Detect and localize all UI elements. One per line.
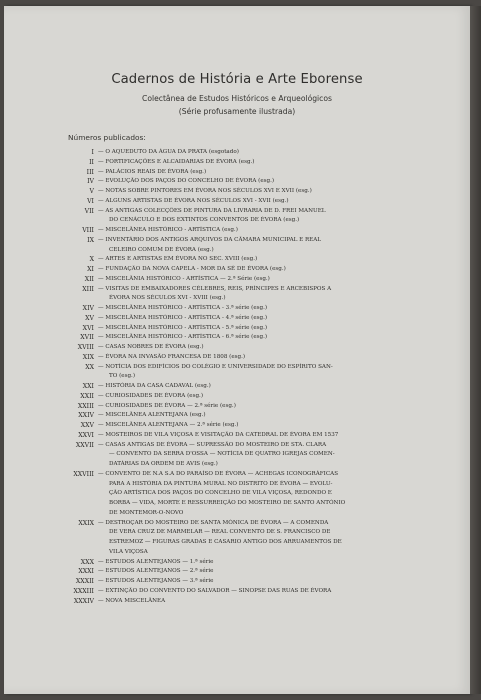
list-item <box>4 207 470 217</box>
page-title: Cadernos de História e Arte Eborense <box>111 72 363 87</box>
issue-title: — CONVENTO DA SERRA D'OSSA — NOTÍCIA DE QUATRO IGREJAS COMEN- <box>109 451 335 458</box>
issue-number: IV <box>87 178 94 186</box>
list-item <box>4 431 470 441</box>
issue-title: VILA VIÇOSA <box>109 548 148 555</box>
issue-number: XXXIII <box>73 587 94 595</box>
list-item <box>4 402 470 412</box>
issue-number: VIII <box>82 227 94 234</box>
issue-number: XX <box>85 363 94 371</box>
issue-title: — MISCELÂNEA HISTÓRICO - ARTÍSTICA - 6.ª série (esg.) <box>98 334 268 341</box>
published-label: Números publicados: <box>68 133 146 142</box>
list-item <box>4 363 470 373</box>
book-page <box>4 6 470 694</box>
issue-title: — MISCELÂNIA HISTÓRICO - ARTÍSTICA — 2.ª Série (esg.) <box>98 275 270 282</box>
issue-number: XXII <box>80 392 94 400</box>
issue-title: — CASAS NOBRES DE ÉVORA (esg.) <box>98 344 204 350</box>
list-item <box>4 421 470 431</box>
issue-title: DO CENÁCULO E DOS EXTINTOS CONVENTOS DE ÉVORA (esg.) <box>109 217 300 224</box>
issue-title: — HISTÓRIA DA CASA CADAVAL (esg.) <box>98 383 211 389</box>
issue-number: XXVI <box>78 431 94 439</box>
issue-number: XXXI <box>78 568 94 576</box>
list-item <box>4 177 470 187</box>
issue-number: XXXII <box>75 578 94 585</box>
issue-number: XXI <box>82 383 94 390</box>
issue-title: — ÉVORA NA INVASÃO FRANCESA DE 1808 (esg.) <box>98 353 246 360</box>
issue-number: XVIII <box>77 344 94 351</box>
list-item-continuation <box>4 246 470 256</box>
list-item <box>4 411 470 421</box>
list-item <box>4 168 470 178</box>
list-item-continuation <box>4 294 470 304</box>
issue-title: — ALGUNS ARTISTAS DE ÉVORA NOS SÉCULOS XVI - XVII (esg.) <box>98 197 289 204</box>
issue-number: XIV <box>82 305 94 312</box>
issue-number: XVII <box>80 334 94 342</box>
list-item-continuation <box>4 509 470 519</box>
issue-number: III <box>86 168 94 176</box>
list-item-continuation <box>4 372 470 382</box>
issue-title: ÇÃO ARTÍSTICA DOS PAÇOS DO CONCELHO DE VILA VIÇOSA, REDONDO E <box>109 490 332 497</box>
list-item <box>4 441 470 451</box>
issue-title: — CURIOSIDADES DE ÉVORA — 2.ª série (esg.) <box>98 402 236 409</box>
issue-title: — VISITAS DE EMBAIXADORES CÉLEBRES, REIS, PRÍNCIPES E ARCEBISPOS A <box>98 285 332 292</box>
issue-title: — AS ANTIGAS COLECÇÕES DE PINTURA DA LIVRARIA DE D. FREI MANUEL <box>98 207 326 214</box>
page-edge <box>470 6 481 694</box>
list-item <box>4 324 470 334</box>
issue-title: — ESTUDOS ALENTEJANOS — 3.ª série <box>98 578 214 584</box>
issue-number: XVI <box>82 324 94 332</box>
list-item <box>4 304 470 314</box>
issue-number: XXV <box>80 422 94 429</box>
list-item-continuation <box>4 499 470 509</box>
issue-number: X <box>89 256 94 264</box>
list-item-continuation <box>4 548 470 558</box>
issue-title: ESTREMOZ — FIGURAS GRADAS E CASARIO ANTIGO DOS ARRUAMENTOS DE <box>109 539 342 545</box>
issue-title: DE VERA CRUZ DE MARMELAR — REAL CONVENTO DE S. FRANCISCO DE <box>109 529 331 536</box>
issue-title: — O AQUEDUTO DA ÁGUA DA PRATA (esgotado) <box>98 149 239 155</box>
list-item <box>4 265 470 275</box>
issue-title: — EXTINÇÃO DO CONVENTO DO SALVADOR — SINOPSE DAS RUAS DE ÉVORA <box>98 587 332 594</box>
issue-title: TO (esg.) <box>109 373 135 380</box>
list-item <box>4 197 470 207</box>
issue-title: — MISCELÂNEA HISTÓRICO - ARTÍSTICA - 3.ª série (esg.) <box>98 305 268 311</box>
issue-title: — NOTAS SOBRE PINTORES EM ÉVORA NOS SÉCULOS XVI E XVII (esg.) <box>98 188 312 194</box>
list-item <box>4 382 470 392</box>
list-item-continuation <box>4 216 470 226</box>
issue-title: — MISCELÂNEA HISTÓRICO - ARTÍSTICA - 4.ª série (esg.) <box>98 314 268 321</box>
list-item-continuation <box>4 538 470 548</box>
list-item-continuation <box>4 480 470 490</box>
issue-number: XXX <box>80 558 94 566</box>
issue-number: XIX <box>82 353 94 361</box>
issue-number: II <box>89 158 94 166</box>
issue-title: — NOTÍCIA DOS EDIFÍCIOS DO COLÉGIO E UNIVERSIDADE DO ESPÍRITO SAN- <box>98 363 333 370</box>
issue-title: — MISCELÂNEA HISTÓRICO - ARTÍSTICA - 5.ª série (esg.) <box>98 324 268 331</box>
issue-number: XV <box>85 314 94 322</box>
list-item <box>4 255 470 265</box>
issue-number: IX <box>87 236 94 244</box>
issue-title: — INVENTÁRIO DOS ANTIGOS ARQUIVOS DA CÂMARA MUNICIPAL E REAL <box>98 236 322 243</box>
issue-title: — MISCELÂNEA ALENTEJANA (esg.) <box>98 412 206 419</box>
issue-number: XXIX <box>78 519 94 527</box>
list-item-continuation <box>4 528 470 538</box>
issue-title: — MOSTEIROS DE VILA VIÇOSA E VISITAÇÃO DA CATEDRAL DE ÉVORA EM 1537 <box>98 431 339 438</box>
list-item-continuation <box>4 489 470 499</box>
issue-number: XIII <box>82 285 94 293</box>
page-subtitle-note: (Série profusamente ilustrada) <box>178 107 296 116</box>
list-item <box>4 285 470 295</box>
issue-title: — NOVA MISCELÂNEA <box>98 597 166 604</box>
issue-number: V <box>89 188 94 195</box>
issue-title: — MISCELÂNEA HISTÓRICO - ARTÍSTICA (esg.) <box>98 227 238 233</box>
list-item <box>4 275 470 285</box>
issue-number: XXVIII <box>73 470 94 478</box>
issue-title: — PALÁCIOS REAIS DE ÉVORA (esg.) <box>98 168 207 175</box>
list-item <box>4 392 470 402</box>
issue-title: BORBA — VIDA, MORTE E RESSURREIÇÃO DO MOSTEIRO DE SANTO ANTÓNIO <box>109 500 346 506</box>
list-item <box>4 353 470 363</box>
issue-number: VI <box>87 197 94 205</box>
list-item <box>4 236 470 246</box>
issue-title: — ESTUDOS ALENTEJANOS — 2.ª série <box>98 568 214 575</box>
issue-title: — ARTES E ARTISTAS EM ÉVORA NO SEC. XVIII (esg.) <box>98 256 258 263</box>
issue-number: VII <box>84 207 94 215</box>
issue-title: — MISCELÂNEA ALENTEJANA — 2.ª série (esg.) <box>98 422 239 428</box>
list-item <box>4 597 470 607</box>
issue-number: XXVII <box>75 441 94 449</box>
publication-list <box>4 148 470 606</box>
issue-title: — ESTUDOS ALENTEJANOS — 1.ª série <box>98 558 214 565</box>
issue-number: I <box>91 149 94 156</box>
issue-title: — CASAS ANTIGAS DE ÉVORA — SUPRESSÃO DO MOSTEIRO DE STA. CLARA <box>98 441 327 448</box>
issue-title: — EVOLUÇÃO DOS PAÇOS DO CONCELHO DE ÉVORA (esg.) <box>98 178 275 185</box>
list-item-continuation <box>4 460 470 470</box>
issue-number: XXIII <box>77 402 94 410</box>
list-item <box>4 577 470 587</box>
list-item <box>4 470 470 480</box>
issue-title: ÉVORA NOS SÉCULOS XVI - XVIII (esg.) <box>109 295 226 302</box>
list-item <box>4 148 470 158</box>
issue-number: XXIV <box>78 412 94 420</box>
page-subtitle: Colectânea de Estudos Históricos e Arqueológicos <box>142 94 332 103</box>
issue-number: XI <box>87 266 94 273</box>
list-item <box>4 558 470 568</box>
issue-title: — FORTIFICAÇÕES E ALCAIDARIAS DE ÉVORA (esg.) <box>98 158 255 165</box>
list-item <box>4 343 470 353</box>
issue-number: XII <box>84 275 94 283</box>
issue-number: XXXIV <box>73 597 94 605</box>
list-item <box>4 187 470 197</box>
list-item <box>4 333 470 343</box>
issue-title: — CURIOSIDADES DE ÉVORA (esg.) <box>98 392 204 399</box>
issue-title: DE MONTEMOR-O-NOVO <box>109 509 184 516</box>
list-item <box>4 567 470 577</box>
issue-title: — FUNDAÇÃO DA NOVA CAPELA - MOR DA SÉ DE ÉVORA (esg.) <box>98 266 286 272</box>
list-item <box>4 587 470 597</box>
list-item <box>4 158 470 168</box>
issue-title: DATÁRIAS DA ORDEM DE AVIS (esg.) <box>109 461 218 467</box>
list-item <box>4 226 470 236</box>
issue-title: CELEIRO COMUM DE ÉVORA (esg.) <box>109 246 214 253</box>
issue-title: — CONVENTO DE N.A S.A DO PARAÍSO DE ÉVORA — ACHEGAS ICONOGRÁFICAS <box>98 470 339 477</box>
list-item <box>4 314 470 324</box>
issue-title: — DESTROÇAR DO MOSTEIRO DE SANTA MÓNICA DE ÉVORA — A COMENDA <box>98 519 329 526</box>
list-item <box>4 519 470 529</box>
issue-title: PARA A HISTÓRIA DA PINTURA MURAL NO DISTRITO DE ÉVORA — EVOLU- <box>109 480 333 487</box>
list-item-continuation <box>4 450 470 460</box>
